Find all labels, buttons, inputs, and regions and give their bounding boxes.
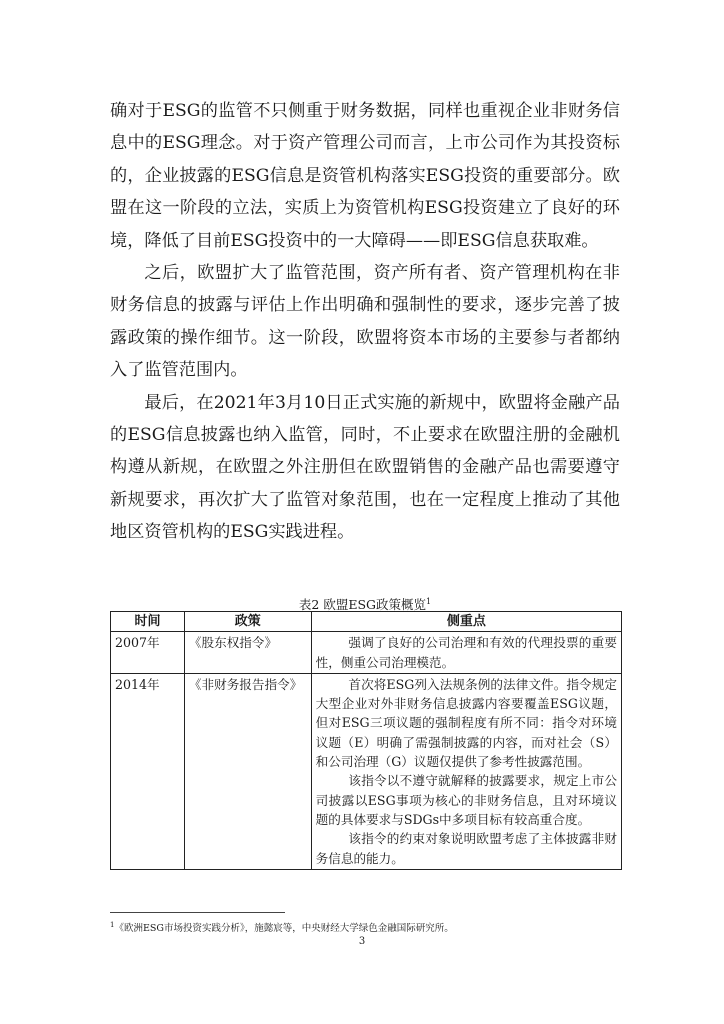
focus-paragraph: 该指令以不遵守就解释的披露要求，规定上市公司披露以ESG事项为核心的非财务信息，且对环境议题的具体要求与SDGs中多项目标有较高重合度。 <box>315 773 617 827</box>
footnote-marker: 1 <box>110 921 115 929</box>
cell-focus <box>311 632 621 674</box>
table-row <box>111 673 622 869</box>
header-time: 时间 <box>111 612 185 632</box>
table-caption-text: 表2 欧盟ESG政策概览 <box>298 597 426 613</box>
body-paragraph: 之后，欧盟扩大了监管范围，资产所有者、资产管理机构在非财务信息的披露与评估上作出明确和强制性的要求，逐步完善了披露政策的操作细节。这一阶段，欧盟将资本市场的主要参与者都纳入了监管范围内。 <box>110 263 620 381</box>
header-focus: 侧重点 <box>311 612 621 632</box>
body-paragraph: 最后，在2021年3月10日正式实施的新规中，欧盟将金融产品的ESG信息披露也纳入监管，同时，不止要求在欧盟注册的金融机构遵从新规，在欧盟之外注册但在欧盟销售的金融产品也需要遵守新规要求，再次扩大了监管对象范围，也在一定程度上推动了其他地区资管机构的ESG实践进程。 <box>110 392 620 543</box>
table-row <box>111 632 622 674</box>
cell-time: 2007年 <box>111 632 185 674</box>
footnote-text: 《欧洲ESG市场投资实践分析》，施懿宸等，中央财经大学绿色金融国际研究所。 <box>114 923 454 935</box>
cell-policy: 《非财务报告指令》 <box>184 673 311 869</box>
table-caption-footnote-marker: 1 <box>426 597 432 606</box>
header-policy: 政策 <box>184 612 311 632</box>
table-header-row <box>111 612 622 632</box>
body-paragraph: 确对于ESG的监管不只侧重于财务数据，同样也重视企业非财务信息中的ESG理念。对于资产管理公司而言，上市公司作为其投资标的，企业披露的ESG信息是资管机构落实ESG投资的重要部分。欧盟在这一阶段的立法，实质上为资管机构ESG投资建立了良好的环境，降低了目前ESG投资中的一大障碍——即ESG信息获取难。 <box>110 101 620 251</box>
focus-paragraph: 强调了良好的公司治理和有效的代理投票的重要性，侧重公司治理模范。 <box>315 635 617 670</box>
footnote-divider <box>110 912 285 913</box>
cell-policy: 《股东权指令》 <box>184 632 311 674</box>
policy-table <box>110 611 622 870</box>
page-number: 3 <box>358 936 366 947</box>
focus-paragraph: 该指令的约束对象说明欧盟考虑了主体披露非财务信息的能力。 <box>315 831 617 866</box>
cell-time: 2014年 <box>111 673 185 869</box>
body-text <box>110 95 620 549</box>
cell-focus <box>311 673 621 869</box>
footnote <box>110 919 630 935</box>
focus-paragraph: 首次将ESG列入法规条例的法律文件。指令规定大型企业对外非财务信息披露内容要覆盖ESG议题，但对ESG三项议题的强制程度有所不同：指令对环境议题（E）明确了需强制披露的内容，而对社会（S）和公司治理（G）议题仅提供了参考性披露范围。 <box>315 676 617 770</box>
